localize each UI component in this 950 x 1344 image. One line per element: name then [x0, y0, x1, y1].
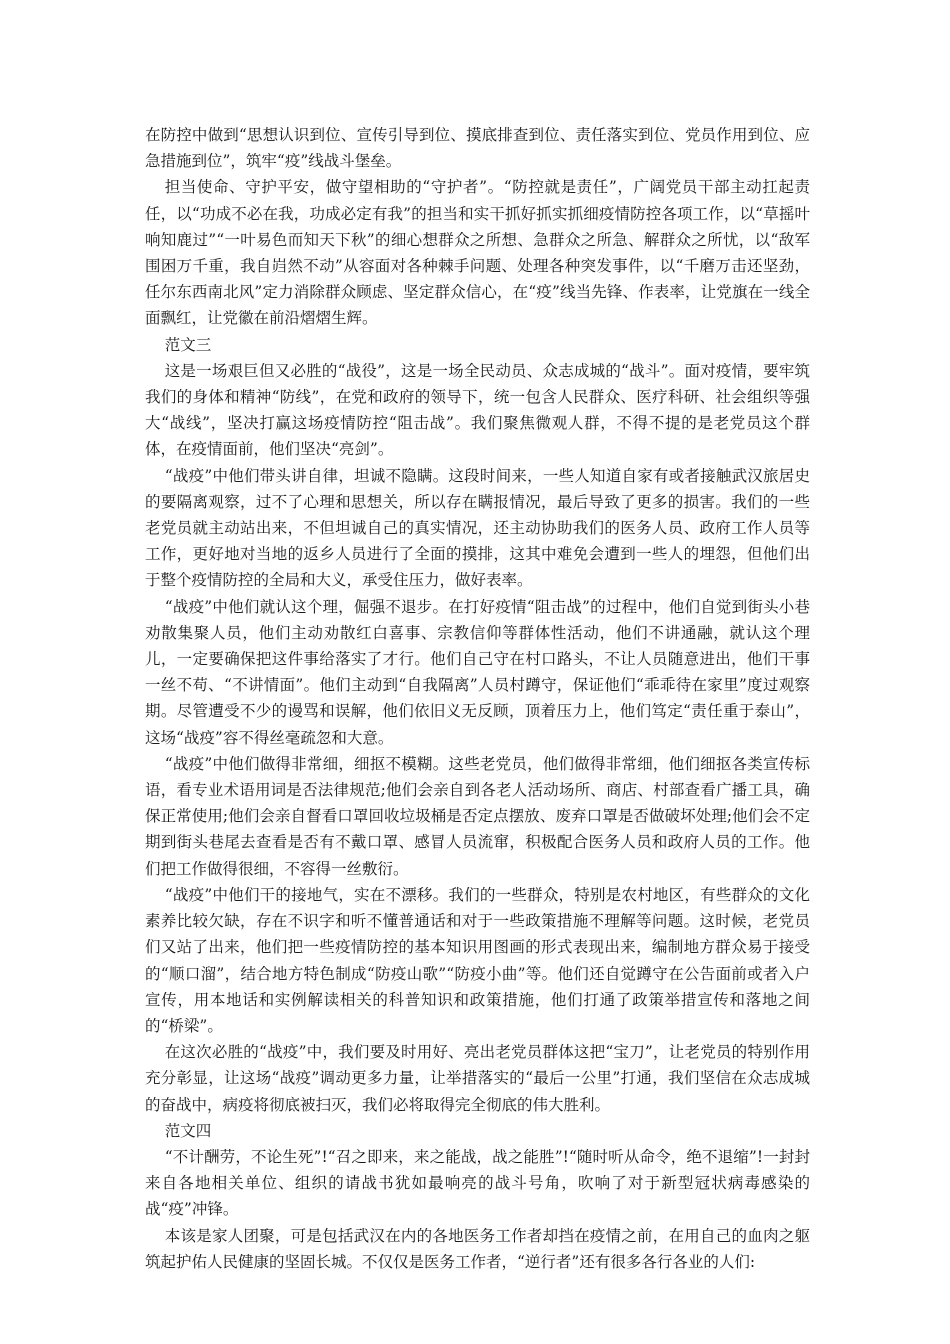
paragraph-5: “战疫”中他们带头讲自律，坦诚不隐瞒。这段时间来，一些人知道自家有或者接触武汉旅居史的要隔离观察，过不了心理和思想关，所以存在瞒报情况，最后导致了更多的损害。我们的一些老党员就主动站出来，不但坦诚自己的真实情况，还主动协助我们的医务人员、政府工作人员等工作，更好地对当地的返乡人员进行了全面的摸排，这其中难免会遭到一些人的埋怨，但他们出于整个疫情防控的全局和大义，承受住压力，做好表率。 — [145, 466, 810, 590]
paragraph-12: 本该是家人团聚，可是包括武汉在内的各地医务工作者却挡在疫情之前，在用自己的血肉之躯筑起护佑人民健康的坚固长城。不仅仅是医务工作者，“逆行者”还有很多各行各业的人们: — [145, 1226, 810, 1271]
paragraph-7: “战疫”中他们做得非常细，细抠不模糊。这些老党员，他们做得非常细，他们细抠各类宣传标语，看专业术语用词是否法律规范;他们会亲自到各老人活动场所、商店、村部查看广播工具，确保正常使用;他们会亲自督看口罩回收垃圾桶是否定点摆放、废弃口罩是否做破坏处理;他们会不定期到街头巷尾去查看是否有不戴口罩、感冒人员流窜，积极配合医务人员和政府人员的工作。他们把工作做得很细，不容得一丝敷衍。 — [145, 754, 810, 878]
paragraph-2: 担当使命、守护平安，做守望相助的“守护者”。“防控就是责任”，广阔党员干部主动扛起责任，以“功成不必在我，功成必定有我”的担当和实干抓好抓实抓细疫情防控各项工作，以“草摇叶响知鹿过”“一叶易色而知天下秋”的细心想群众之所想、急群众之所急、解群众之所忧，以“敌军围困万千重，我自岿然不动”从容面对各种棘手问题、处理各种突发事件，以“千磨万击还坚劲，任尔东西南北风”定力消除群众顾虑、坚定群众信心，在“疫”线当先锋、作表率，让党旗在一线全面飘红，让党徽在前沿熠熠生辉。 — [145, 178, 810, 328]
paragraph-6: “战疫”中他们就认这个理，倔强不退步。在打好疫情“阻击战”的过程中，他们自觉到街头小巷劝散集聚人员，他们主动劝散红白喜事、宗教信仰等群体性活动，他们不讲通融，就认这个理儿，一定要确保把这件事给落实了才行。他们自己守在村口路头，不让人员随意进出，他们干事一丝不苟、“不讲情面”。他们主动到“自我隔离”人员村蹲守，保证他们“乖乖待在家里”度过观察期。尽管遭受不少的谩骂和误解，他们依旧义无反顾，顶着压力上，他们笃定“责任重于泰山”，这场“战疫”容不得丝毫疏忽和大意。 — [145, 597, 810, 747]
paragraph-11: “不计酬劳，不论生死”!“召之即来，来之能战，战之能胜”!“随时听从命令，绝不退缩”!一封封来自各地相关单位、组织的请战书犹如最响亮的战斗号角，吹响了对于新型冠状病毒感染的战“疫”冲锋。 — [145, 1147, 810, 1219]
paragraph-8: “战疫”中他们干的接地气，实在不漂移。我们的一些群众，特别是农村地区，有些群众的文化素养比较欠缺，存在不识字和听不懂普通话和对于一些政策措施不理解等问题。这时候，老党员们又站了出来，他们把一些疫情防控的基本知识用图画的形式表现出来，编制地方群众易于接受的“顺口溜”，结合地方特色制成“防疫山歌”“防疫小曲”等。他们还自觉蹲守在公告面前或者入户宣传，用本地话和实例解读相关的科普知识和政策措施，他们打通了政策举措宣传和落地之间的“桥梁”。 — [145, 885, 810, 1035]
paragraph-9: 在这次必胜的“战疫”中，我们要及时用好、亮出老党员群体这把“宝刀”，让老党员的特别作用充分彰显，让这场“战疫”调动更多力量，让举措落实的“最后一公里”打通，我们坚信在众志成城的奋战中，病疫将彻底被扫灭，我们必将取得完全彻底的伟大胜利。 — [145, 1043, 810, 1114]
section-heading-4: 范文四 — [164, 1121, 212, 1140]
paragraph-4: 这是一场艰巨但又必胜的“战役”，这是一场全民动员、众志成城的“战斗”。面对疫情，要牢筑我们的身体和精神“防线”，在党和政府的领导下，统一包含人民群众、医疗科研、社会组织等强大“战线”，坚决打赢这场疫情防控“阻击战”。我们聚焦微观人群，不得不提的是老党员这个群体，在疫情面前，他们坚决“亮剑”。 — [145, 361, 810, 459]
paragraph-1: 在防控中做到“思想认识到位、宣传引导到位、摸底排查到位、责任落实到位、党员作用到位、应急措施到位”，筑牢“疫”线战斗堡垒。 — [145, 126, 810, 171]
document-page — [145, 122, 810, 1275]
section-heading-3: 范文三 — [164, 335, 212, 354]
